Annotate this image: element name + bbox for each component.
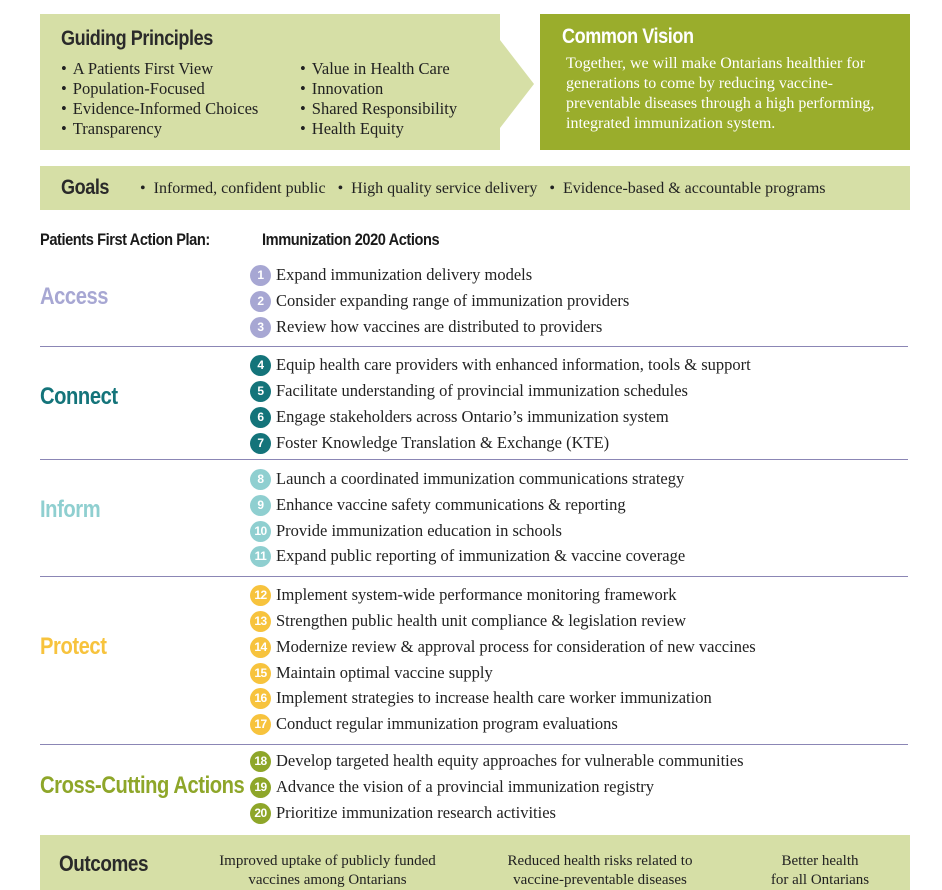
outcome-item [480,852,720,890]
outcome-line: vaccines among Ontarians [248,872,407,888]
principle-item: • Shared Responsibility [300,99,457,119]
action-text: Consider expanding range of immunization providers [276,291,630,310]
common-vision-box [540,14,910,150]
section-divider [40,576,908,577]
principle-item: • Population-Focused [61,79,258,99]
action-item [250,354,751,376]
action-number-badge: 6 [250,407,271,428]
category-inform: Inform [40,496,101,523]
goal-item: Informed, confident public [153,180,326,197]
action-item [250,687,712,709]
arrow-right-icon [500,40,534,128]
outcome-line: Better health [781,853,859,869]
action-number-badge: 15 [250,663,271,684]
common-vision-text: Together, we will make Ontarians healthier for generations to come by reducing vaccine-preventable diseases through a high performing, integrated immunization system. [566,55,875,132]
action-item [250,432,609,454]
action-text: Modernize review & approval process for consideration of new vaccines [276,637,756,656]
action-item [250,316,602,338]
action-number-badge: 17 [250,714,271,735]
outcomes-bar [40,835,910,890]
common-vision-title: Common Vision [562,25,694,48]
action-text: Implement strategies to increase health care worker immunization [276,688,712,707]
immunization-actions-header: Immunization 2020 Actions [262,230,440,249]
action-number-badge: 10 [250,521,271,542]
outcome-line: Improved uptake of publicly funded [219,853,436,869]
action-text: Engage stakeholders across Ontario’s immunization system [276,407,669,426]
outcome-item [200,852,455,890]
principle-item: • A Patients First View [61,59,258,79]
action-text: Review how vaccines are distributed to providers [276,317,603,336]
action-item [250,610,686,632]
action-item [250,290,629,312]
action-item [250,545,685,567]
action-number-badge: 11 [250,546,271,567]
outcome-item [755,852,885,890]
action-item [250,380,688,402]
action-number-badge: 18 [250,751,271,772]
action-text: Prioritize immunization research activities [276,803,556,822]
goals-bar [40,166,910,210]
action-item [250,776,654,798]
action-item [250,802,556,824]
action-text: Expand public reporting of immunization & vaccine coverage [276,546,686,565]
principle-item: • Value in Health Care [300,59,457,79]
action-item [250,468,684,490]
outcome-line: Reduced health risks related to [507,853,693,869]
guiding-principles-box [40,14,500,150]
action-number-badge: 9 [250,495,271,516]
bullet-icon: • [337,180,344,197]
action-item [250,750,744,772]
action-number-badge: 1 [250,265,271,286]
action-text: Conduct regular immunization program evaluations [276,714,618,733]
action-number-badge: 16 [250,688,271,709]
guiding-principles-list-right [300,59,457,139]
action-number-badge: 12 [250,585,271,606]
action-item [250,662,493,684]
action-number-badge: 19 [250,777,271,798]
action-number-badge: 8 [250,469,271,490]
category-protect: Protect [40,633,107,660]
action-item [250,636,756,658]
action-text: Equip health care providers with enhanced information, tools & support [276,355,751,374]
action-plan-header: Patients First Action Plan: [40,230,210,249]
goals-label: Goals [61,176,110,199]
principle-item: • Evidence-Informed Choices [61,99,258,119]
action-item [250,584,676,606]
bullet-icon: • [140,180,146,197]
action-text: Implement system-wide performance monitoring framework [276,585,677,604]
category-access: Access [40,283,109,310]
bullet-icon: • [549,180,555,197]
action-text: Foster Knowledge Translation & Exchange (KTE) [276,433,610,452]
action-text: Facilitate understanding of provincial immunization schedules [276,381,688,400]
action-number-badge: 3 [250,317,271,338]
action-text: Advance the vision of a provincial immunization registry [276,777,655,796]
action-number-badge: 5 [250,381,271,402]
action-text: Provide immunization education in schools [276,521,562,540]
principle-item: • Innovation [300,79,457,99]
action-item [250,494,626,516]
action-number-badge: 7 [250,433,271,454]
outcomes-label: Outcomes [59,851,149,876]
goals-list [132,180,826,198]
action-number-badge: 14 [250,637,271,658]
guiding-principles-list-left [61,59,258,139]
section-divider [40,346,908,347]
goal-item: High quality service delivery [351,180,538,197]
action-text: Develop targeted health equity approaches for vulnerable communities [276,751,744,770]
action-item [250,406,669,428]
action-number-badge: 4 [250,355,271,376]
action-text: Launch a coordinated immunization communications strategy [276,469,685,488]
action-text: Maintain optimal vaccine supply [276,663,493,682]
action-number-badge: 20 [250,803,271,824]
section-divider [40,459,908,460]
action-number-badge: 13 [250,611,271,632]
action-item [250,264,532,286]
outcome-line: for all Ontarians [770,872,870,888]
action-text: Enhance vaccine safety communications & reporting [276,495,626,514]
principle-item: • Health Equity [300,119,457,139]
action-item [250,520,562,542]
section-divider [40,744,908,745]
category-cross-cutting: Cross-Cutting Actions [40,772,245,799]
action-text: Expand immunization delivery models [276,265,533,284]
guiding-principles-title: Guiding Principles [61,27,213,50]
action-text: Strengthen public health unit compliance & legislation review [276,611,687,630]
principle-item: • Transparency [61,119,258,139]
category-connect: Connect [40,383,118,410]
action-item [250,713,618,735]
goal-item: Evidence-based & accountable programs [562,180,826,197]
action-number-badge: 2 [250,291,271,312]
outcome-line: vaccine-preventable diseases [513,872,687,888]
